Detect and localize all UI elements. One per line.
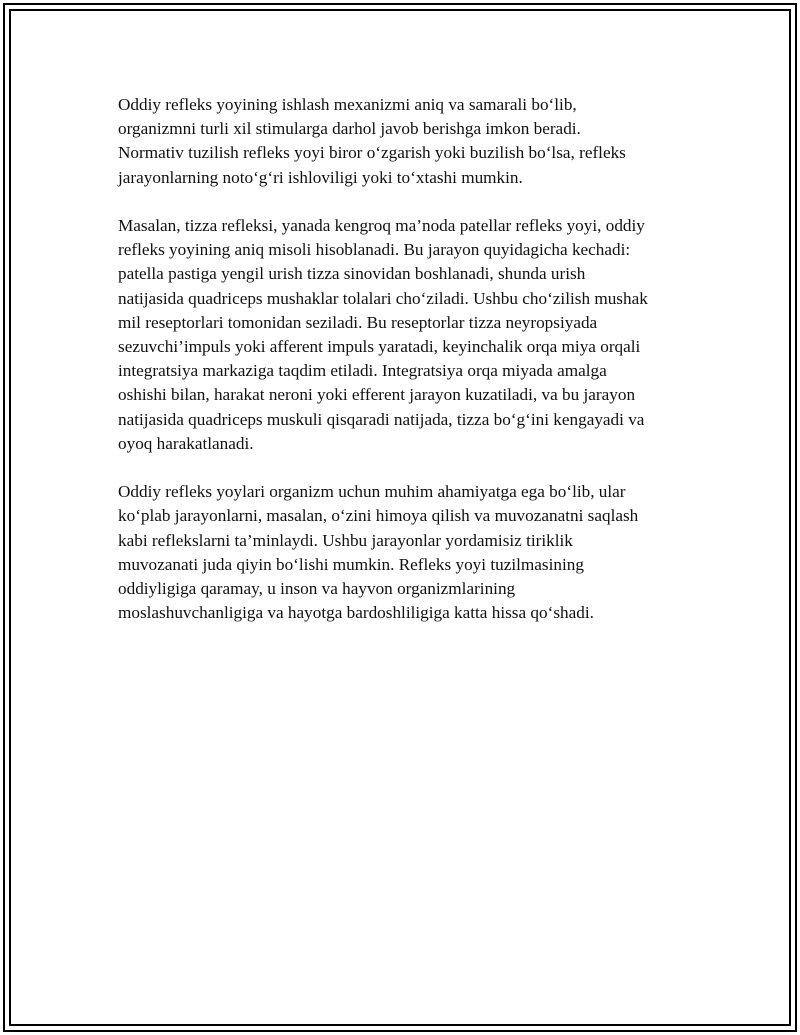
document-body bbox=[118, 93, 688, 650]
paragraph-3 bbox=[118, 480, 688, 625]
paragraph-1 bbox=[118, 93, 688, 190]
text-line: refleks yoyining aniq misoli hisoblanadi. Bu jarayon quyidagicha kechadi: bbox=[118, 240, 631, 260]
text-line: Oddiy refleks yoylari organizm uchun muhim ahamiyatga ega bo‘lib, ular bbox=[118, 482, 626, 502]
text-line: sezuvchi’impuls yoki afferent impuls yaratadi, keyinchalik orqa miya orqali bbox=[118, 337, 641, 357]
text-line: natijasida quadriceps muskuli qisqaradi natijada, tizza bo‘g‘ini kengayadi va bbox=[118, 409, 645, 429]
text-line: moslashuvchanligiga va hayotga bardoshliligiga katta hissa qo‘shadi. bbox=[118, 603, 594, 623]
text-line: natijasida quadriceps mushaklar tolalari cho‘ziladi. Ushbu cho‘zilish mushak bbox=[118, 288, 648, 308]
text-line: oshishi bilan, harakat neroni yoki efferent jarayon kuzatiladi, va bu jarayon bbox=[118, 385, 636, 405]
text-line: muvozanati juda qiyin bo‘lishi mumkin. Refleks yoyi tuzilmasining bbox=[118, 554, 584, 574]
text-line: mil reseptorlari tomonidan seziladi. Bu reseptorlar tizza neyropsiyada bbox=[118, 312, 598, 332]
text-line: Oddiy refleks yoyining ishlash mexanizmi aniq va samarali bo‘lib, bbox=[118, 95, 577, 114]
text-line: patella pastiga yengil urish tizza sinovidan boshlanadi, shunda urish bbox=[118, 264, 586, 284]
text-line: kabi reflekslarni ta’minlaydi. Ushbu jarayonlar yordamisiz tiriklik bbox=[118, 530, 573, 550]
text-line: oyoq harakatlanadi. bbox=[118, 433, 254, 453]
text-line: Masalan, tizza refleksi, yanada kengroq ma’noda patellar refleks yoyi, oddiy bbox=[118, 216, 645, 235]
text-line: jarayonlarning noto‘g‘ri ishloviligi yoki to‘xtashi mumkin. bbox=[118, 167, 523, 187]
paragraph-2 bbox=[118, 214, 688, 456]
text-line: organizmni turli xil stimularga darhol javob berishga imkon beradi. bbox=[118, 119, 581, 139]
text-line: Normativ tuzilish refleks yoyi biror o‘zgarish yoki buzilish bo‘lsa, refleks bbox=[118, 143, 626, 163]
text-line: oddiyligiga qaramay, u inson va hayvon organizmlarining bbox=[118, 579, 516, 599]
text-line: ko‘plab jarayonlarni, masalan, o‘zini himoya qilish va muvozanatni saqlash bbox=[118, 506, 639, 526]
text-line: integratsiya markaziga taqdim etiladi. Integratsiya orqa miyada amalga bbox=[118, 361, 607, 381]
